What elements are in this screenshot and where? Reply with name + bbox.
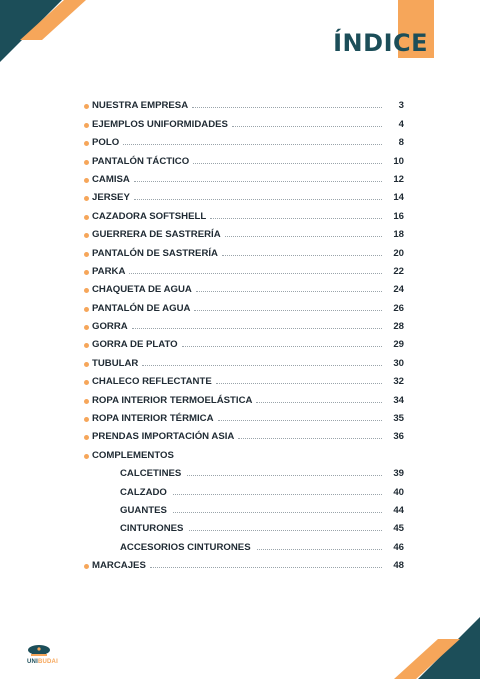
toc-entry-page-number: 30 [393,357,404,369]
toc-entry-label: CHALECO REFLECTANTE [92,376,212,388]
toc-entry-page-number: 22 [393,265,404,277]
toc-entry[interactable] [84,261,404,279]
toc-entry-page-number: 12 [393,173,404,185]
logo-text-main: UNI [27,659,38,665]
toc-entry-label: PRENDAS IMPORTACIÓN ASIA [92,431,235,443]
toc-entry[interactable] [84,500,404,518]
dot-leader [194,310,382,311]
bullet-icon [84,104,89,109]
toc-entry-page-number: 26 [393,302,404,314]
bullet-icon [84,307,89,312]
toc-entry-label: PANTALÓN DE AGUA [92,302,191,314]
bullet-icon [84,417,89,422]
toc-entry[interactable] [84,426,404,444]
toc-entry-label: GUANTES [120,504,167,516]
corner-decoration-top-left [0,0,90,70]
dot-leader [173,512,382,513]
toc-entry-page-number: 18 [393,229,404,241]
toc-entry-label: TUBULAR [92,357,139,369]
bullet-icon [84,435,89,440]
dot-leader [256,402,382,403]
toc-entry-label: POLO [92,137,120,149]
toc-entry[interactable] [84,536,404,554]
toc-entry-label: PANTALÓN TÁCTICO [92,155,190,167]
logo-text-accent: BUDAI [37,659,58,665]
toc-entry-page-number: 8 [398,137,404,149]
dot-leader [132,328,382,329]
bullet-icon [84,233,89,238]
toc-entry[interactable] [84,132,404,150]
toc-entry[interactable] [84,408,404,426]
toc-entry-label: GORRA DE PLATO [92,339,178,351]
toc-entry[interactable] [84,481,404,499]
toc-entry-label: PANTALÓN DE SASTRERÍA [92,247,218,259]
toc-entry[interactable] [84,224,404,242]
toc-entry[interactable] [84,352,404,370]
toc-entry[interactable] [84,297,404,315]
toc-entry-page-number: 45 [393,523,404,535]
bullet-icon [84,141,89,146]
toc-entry-label: NUESTRA EMPRESA [92,100,189,112]
dot-leader [134,181,382,182]
page-title: ÍNDICE [333,29,428,57]
toc-entry-label: ROPA INTERIOR TERMOELÁSTICA [92,394,253,406]
toc-entry-page-number: 39 [393,468,404,480]
toc-entry-label: CAMISA [92,173,130,185]
dot-leader [193,163,382,164]
bullet-icon [84,196,89,201]
toc-entry-label: MARCAJES [92,560,146,572]
bullet-icon [84,270,89,275]
dot-leader [142,365,382,366]
dot-leader [218,420,382,421]
toc-entry[interactable] [84,334,404,352]
toc-entry-label: GUERRERA DE SASTRERÍA [92,229,221,241]
toc-entry-page-number: 16 [393,210,404,222]
bullet-icon [84,380,89,385]
toc-entry[interactable] [84,444,404,462]
bullet-icon [84,454,89,459]
bullet-icon [84,288,89,293]
toc-entry-label: PARKA [92,265,126,277]
toc-entry-page-number: 48 [393,560,404,572]
toc-entry-label: ACCESORIOS CINTURONES [120,541,251,553]
dot-leader [232,126,382,127]
dot-leader [216,383,382,384]
dot-leader [129,273,382,274]
dot-leader [257,549,382,550]
table-of-contents [84,95,404,573]
toc-entry[interactable] [84,113,404,131]
toc-entry[interactable] [84,555,404,573]
toc-entry-label: CALCETINES [120,468,182,480]
dot-leader [225,236,382,237]
toc-entry-page-number: 44 [393,504,404,516]
toc-entry[interactable] [84,95,404,113]
dot-leader [196,291,382,292]
toc-entry-page-number: 3 [398,100,404,112]
toc-entry[interactable] [84,187,404,205]
bullet-icon [84,252,89,257]
toc-entry-page-number: 32 [393,376,404,388]
toc-entry-label: CALZADO [120,486,167,498]
toc-entry-label: CAZADORA SOFTSHELL [92,210,207,222]
toc-entry-label: JERSEY [92,192,130,204]
dot-leader [238,438,382,439]
toc-entry-page-number: 14 [393,192,404,204]
bullet-icon [84,399,89,404]
toc-entry-label: ROPA INTERIOR TÉRMICA [92,413,214,425]
toc-entry-page-number: 35 [393,413,404,425]
toc-entry[interactable] [84,205,404,223]
toc-entry[interactable] [84,463,404,481]
toc-entry-page-number: 40 [393,486,404,498]
dot-leader [210,218,382,219]
toc-entry-page-number: 28 [393,321,404,333]
toc-entry[interactable] [84,518,404,536]
toc-entry-page-number: 46 [393,541,404,553]
toc-entry-page-number: 24 [393,284,404,296]
dot-leader [222,255,382,256]
toc-entry-label: COMPLEMENTOS [92,449,174,461]
toc-entry-page-number: 29 [393,339,404,351]
bullet-icon [84,160,89,165]
toc-entry-label: CINTURONES [120,523,184,535]
toc-entry[interactable] [84,389,404,407]
bullet-icon [84,343,89,348]
bullet-icon [84,123,89,128]
toc-entry-label: CHAQUETA DE AGUA [92,284,192,296]
toc-entry[interactable] [84,150,404,168]
dot-leader [123,144,382,145]
toc-entry-page-number: 4 [398,118,404,130]
bullet-icon [84,564,89,569]
toc-entry-page-number: 36 [393,431,404,443]
bullet-icon [84,215,89,220]
dot-leader [192,107,382,108]
toc-entry[interactable] [84,316,404,334]
toc-entry[interactable] [84,169,404,187]
logo-wordmark [27,659,58,665]
toc-entry-page-number: 10 [393,155,404,167]
dot-leader [173,494,382,495]
bullet-icon [84,178,89,183]
toc-entry-label: EJEMPLOS UNIFORMIDADES [92,118,228,130]
toc-entry[interactable] [84,279,404,297]
dot-leader [134,199,382,200]
corner-decoration-bottom-right [390,609,480,679]
toc-entry-page-number: 20 [393,247,404,259]
dot-leader [187,475,382,476]
dot-leader [189,530,382,531]
toc-entry-page-number: 34 [393,394,404,406]
toc-entry[interactable] [84,371,404,389]
toc-entry[interactable] [84,242,404,260]
dot-leader [182,346,382,347]
toc-entry-label: GORRA [92,321,128,333]
bullet-icon [84,362,89,367]
dot-leader [150,567,382,568]
bullet-icon [84,325,89,330]
